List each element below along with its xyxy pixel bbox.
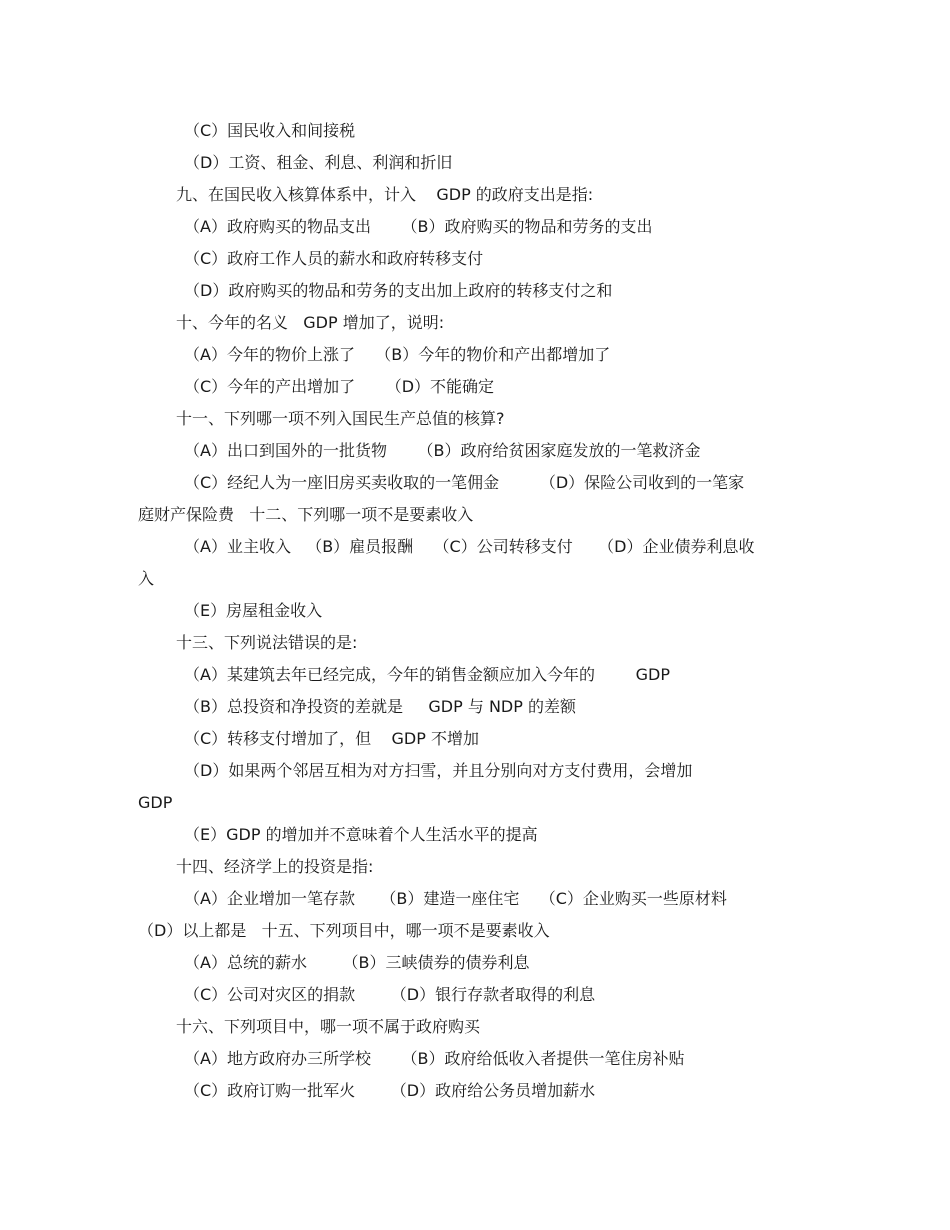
- question-line: 十四、经济学上的投资是指:: [176, 857, 374, 876]
- option-line: （C）公司对灾区的捐款 （D）银行存款者取得的利息: [184, 985, 596, 1004]
- option-line: （E）房屋租金收入: [184, 601, 323, 620]
- option-line: （E）GDP 的增加并不意味着个人生活水平的提高: [184, 825, 538, 844]
- continuation-line: 庭财产保险费 十二、下列哪一项不是要素收入: [138, 505, 474, 524]
- option-line: （C）经纪人为一座旧房买卖收取的一笔佣金 （D）保险公司收到的一笔家: [184, 473, 745, 492]
- option-line: （C）政府工作人员的薪水和政府转移支付: [184, 249, 484, 268]
- option-line: （A）地方政府办三所学校 （B）政府给低收入者提供一笔住房补贴: [184, 1049, 685, 1068]
- option-line: （D）政府购买的物品和劳务的支出加上政府的转移支付之和: [184, 281, 613, 300]
- option-line: （A）今年的物价上涨了 （B）今年的物价和产出都增加了: [184, 345, 611, 364]
- question-line: 十、今年的名义 GDP 增加了，说明:: [176, 313, 445, 332]
- question-line: 九、在国民收入核算体系中，计入 GDP 的政府支出是指:: [176, 185, 594, 204]
- option-line: （B）总投资和净投资的差就是 GDP 与 NDP 的差额: [184, 697, 576, 716]
- option-line: （A）总统的薪水 （B）三峡债券的债券利息: [184, 953, 530, 972]
- option-line: （C）今年的产出增加了 （D）不能确定: [184, 377, 495, 396]
- option-line: （A）出口到国外的一批货物 （B）政府给贫困家庭发放的一笔救济金: [184, 441, 701, 460]
- option-line: （A）政府购买的物品支出 （B）政府购买的物品和劳务的支出: [184, 217, 653, 236]
- continuation-line: GDP: [138, 793, 173, 812]
- option-line: （A）业主收入 （B）雇员报酬 （C）公司转移支付 （D）企业债券利息收: [184, 537, 755, 556]
- question-line: 十六、下列项目中，哪一项不属于政府购买: [176, 1017, 481, 1036]
- option-line: （A）企业增加一笔存款 （B）建造一座住宅 （C）企业购买一些原材料: [184, 889, 727, 908]
- option-line: （A）某建筑去年已经完成，今年的销售金额应加入今年的 GDP: [184, 665, 671, 684]
- question-line: 十一、下列哪一项不列入国民生产总值的核算?: [176, 409, 505, 428]
- option-line: （D）如果两个邻居互相为对方扫雪，并且分别向对方支付费用，会增加: [184, 761, 693, 780]
- continuation-line: 入: [138, 569, 155, 588]
- question-line: 十三、下列说法错误的是:: [176, 633, 358, 652]
- option-line: （C）国民收入和间接税: [184, 121, 356, 140]
- option-line: （D）工资、租金、利息、利润和折旧: [184, 153, 453, 172]
- option-line: （C）政府订购一批军火 （D）政府给公务员增加薪水: [184, 1081, 596, 1100]
- continuation-line: （D）以上都是 十五、下列项目中，哪一项不是要素收入: [138, 921, 550, 940]
- option-line: （C）转移支付增加了，但 GDP 不增加: [184, 729, 479, 748]
